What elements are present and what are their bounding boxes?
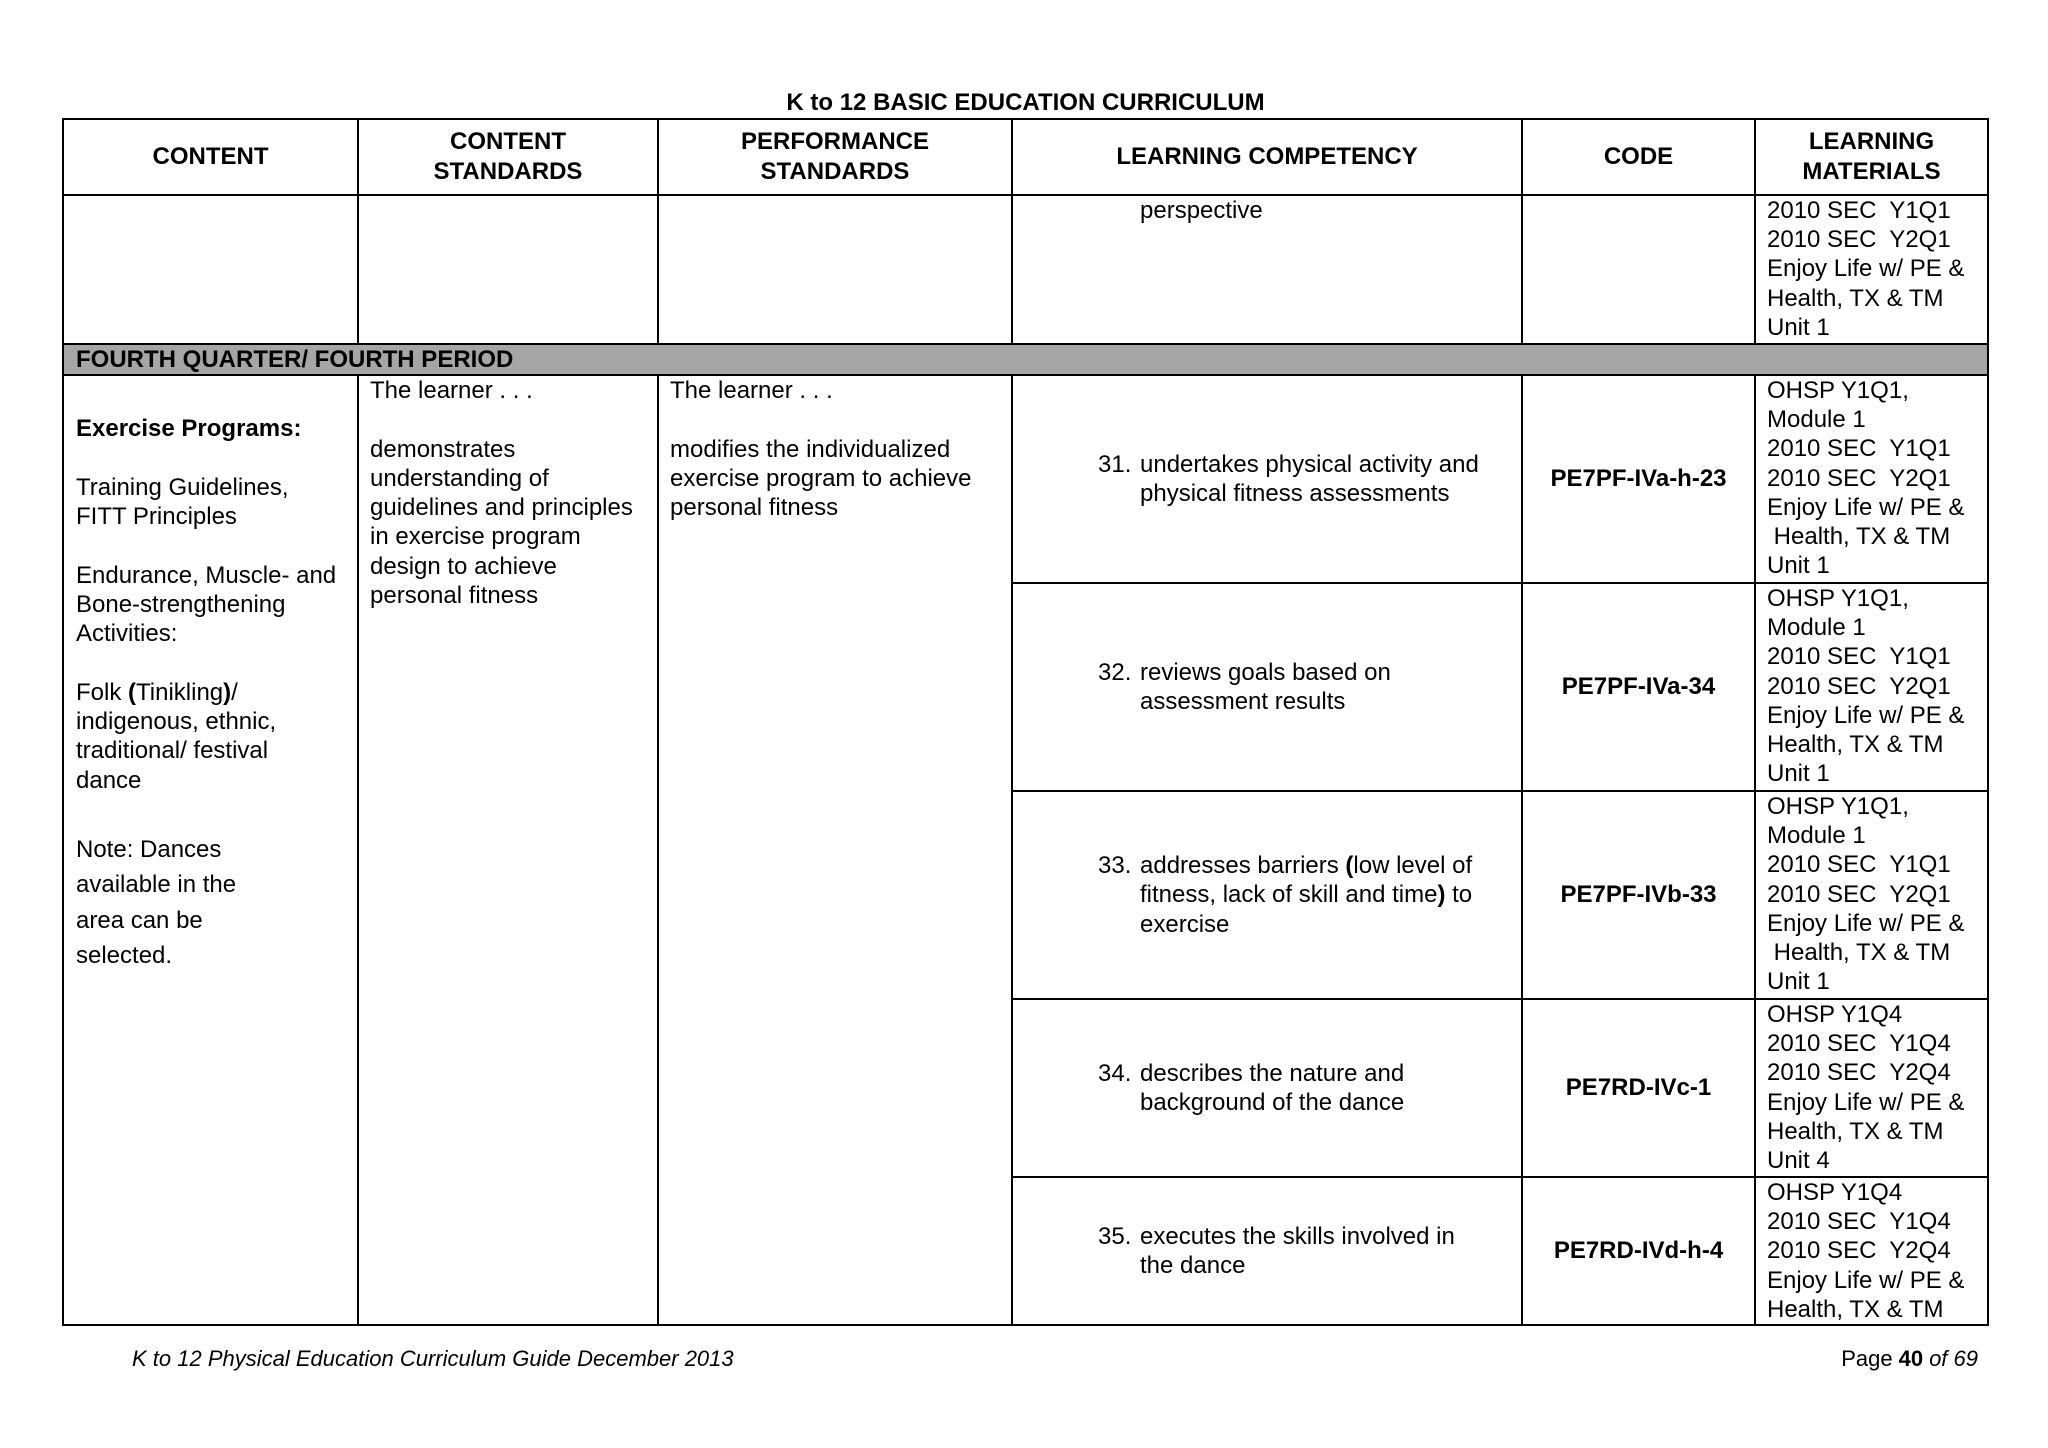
dance-paren-open: ( (128, 679, 137, 706)
performance-standards-intro: The learner . . . (670, 377, 833, 404)
competency-paren-open: ( (1345, 852, 1354, 880)
continued-content-cell (64, 196, 357, 343)
competency-cell (1013, 792, 1521, 998)
continued-competency-text: perspective (1140, 197, 1263, 224)
header-content-standards (359, 120, 657, 194)
competency-code: PE7PF-IVb-33 (1560, 881, 1717, 909)
header-performance-standards-label: PERFORMANCE STANDARDS (740, 128, 929, 185)
materials-cell (1756, 792, 1987, 998)
continued-code-cell (1523, 196, 1754, 343)
code-cell (1523, 376, 1754, 582)
header-code (1523, 120, 1754, 194)
page-label: Page (1841, 1346, 1893, 1371)
code-cell (1523, 584, 1754, 790)
content-standards-cell (359, 376, 657, 1324)
header-learning-materials-label: LEARNING MATERIALS (1802, 128, 1941, 185)
competency-text (1098, 1059, 1405, 1117)
competency-cell (1013, 376, 1521, 582)
page-current: 40 (1898, 1346, 1924, 1371)
dance-paren-close: ) (223, 679, 232, 706)
performance-standards-text: modifies the individualized exercise program to achieve personal fitness (670, 435, 972, 522)
competency-description: executes the skills involved in the dance (1140, 1222, 1455, 1279)
competency-number: 35. (1098, 1222, 1132, 1250)
performance-standards-cell (659, 376, 1011, 1324)
footer-guide-title: K to 12 Physical Education Curriculum Guide December 2013 (132, 1346, 734, 1371)
materials-text: OHSP Y1Q1, Module 1 2010 SEC Y1Q1 2010 SEC Y2Q1 Enjoy Life w/ PE & Health, TX & TM Unit 1 (1767, 585, 1965, 788)
materials-text: OHSP Y1Q4 2010 SEC Y1Q4 2010 SEC Y2Q4 Enjoy Life w/ PE & Health, TX & TM Unit 4 (1767, 1001, 1965, 1175)
dance-text-prefix: Folk (76, 679, 129, 706)
competency-code: PE7PF-IVa-h-23 (1550, 465, 1727, 493)
dance-name: Tinikling (136, 679, 224, 706)
materials-cell (1756, 1000, 1987, 1176)
materials-cell (1756, 584, 1987, 790)
competency-code: PE7PF-IVa-34 (1561, 673, 1716, 701)
dance-text-suffix: / indigenous, ethnic, traditional/ festival dance (76, 679, 277, 794)
quarter-row (64, 345, 1987, 374)
competency-number: 34. (1098, 1059, 1132, 1087)
competency-description: reviews goals based on assessment results (1140, 658, 1391, 715)
competency-description: describes the nature and background of the dance (1140, 1059, 1405, 1116)
competency-cell (1013, 1178, 1521, 1324)
header-performance-standards (659, 120, 1011, 194)
continued-content-standards-cell (359, 196, 657, 343)
page-total: of 69 (1929, 1346, 1978, 1371)
competency-number: 31. (1098, 450, 1132, 478)
competency-code: PE7RD-IVc-1 (1565, 1074, 1712, 1102)
header-learning-competency-label: LEARNING COMPETENCY (1116, 143, 1418, 170)
materials-text: OHSP Y1Q1, Module 1 2010 SEC Y1Q1 2010 SEC Y2Q1 Enjoy Life w/ PE & Health, TX & TM Unit 1 (1767, 793, 1965, 996)
competency-description-detail: low level of fitness, lack of skill and time (1140, 852, 1473, 909)
competency-number: 32. (1098, 658, 1132, 686)
content-cell (64, 376, 357, 1324)
competency-description: addresses barriers (1140, 852, 1346, 880)
header-content-label: CONTENT (152, 143, 269, 170)
content-standards-text: demonstrates understanding of guidelines and principles in exercise program design to achieve personal fitness (370, 435, 633, 609)
content-activities: Endurance, Muscle- and Bone-strengthening Activities: (76, 561, 337, 648)
quarter-label: FOURTH QUARTER/ FOURTH PERIOD (76, 346, 514, 373)
content-dance (76, 678, 349, 795)
content-topics: Training Guidelines, FITT Principles (76, 473, 289, 530)
competency-number: 33. (1098, 852, 1132, 880)
header-learning-materials (1756, 120, 1987, 194)
code-cell (1523, 792, 1754, 998)
competency-cell (1013, 1000, 1521, 1176)
competency-text (1098, 658, 1391, 716)
materials-cell (1756, 376, 1987, 582)
curriculum-table (62, 118, 1989, 1326)
header-content-standards-label: CONTENT STANDARDS (433, 128, 583, 185)
competency-text (1098, 1222, 1455, 1280)
content-note: Note: Dances available in the area can be selected. (76, 835, 237, 970)
page-number (1841, 1345, 1978, 1373)
competency-text (1098, 450, 1479, 508)
competency-paren-close: ) (1437, 881, 1446, 909)
materials-text: OHSP Y1Q4 2010 SEC Y1Q4 2010 SEC Y2Q4 Enjoy Life w/ PE & Health, TX & TM (1767, 1179, 1965, 1323)
competency-cell (1013, 584, 1521, 790)
header-learning-competency (1013, 120, 1521, 194)
content-standards-intro: The learner . . . (370, 377, 533, 404)
code-cell (1523, 1178, 1754, 1324)
materials-text: 2010 SEC Y1Q1 2010 SEC Y2Q1 Enjoy Life w/ PE & Health, TX & TM Unit 1 (1767, 197, 1965, 341)
materials-cell (1756, 1178, 1987, 1324)
materials-text: OHSP Y1Q1, Module 1 2010 SEC Y1Q1 2010 SEC Y2Q1 Enjoy Life w/ PE & Health, TX & TM Unit 1 (1767, 377, 1965, 580)
continued-materials-cell (1756, 196, 1987, 343)
competency-description: undertakes physical activity and physical fitness assessments (1140, 450, 1479, 507)
competency-code: PE7RD-IVd-h-4 (1553, 1237, 1724, 1265)
page-title: K to 12 BASIC EDUCATION CURRICULUM (786, 89, 1265, 116)
competency-text (1098, 851, 1473, 939)
code-cell (1523, 1000, 1754, 1176)
content-heading: Exercise Programs: (76, 415, 302, 442)
header-content (64, 120, 357, 194)
continued-performance-standards-cell (659, 196, 1011, 343)
header-code-label: CODE (1603, 143, 1674, 170)
competency-description-end: to exercise (1140, 881, 1473, 938)
continued-competency-cell (1013, 196, 1521, 343)
